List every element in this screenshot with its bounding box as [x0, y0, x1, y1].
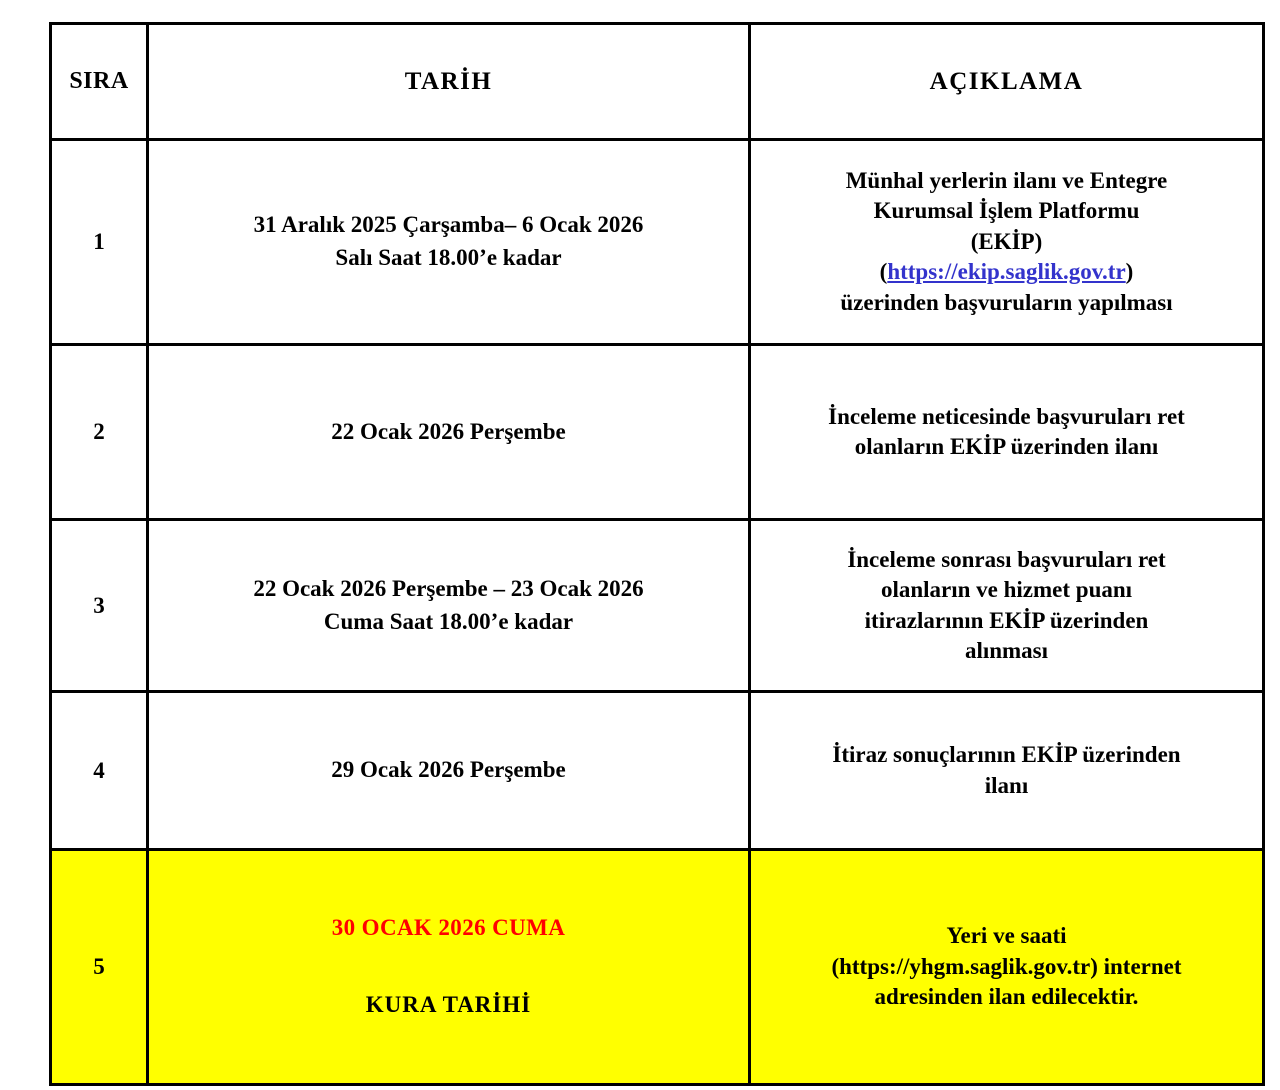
date-line: Cuma Saat 18.00’e kadar: [323, 608, 574, 634]
table-row: [51, 345, 1264, 520]
row-date: [148, 520, 750, 692]
column-header-tarih: TARİH: [148, 24, 750, 140]
ekip-portal-link[interactable]: https://ekip.saglik.gov.tr: [887, 259, 1126, 285]
description-line: Yeri ve saati: [946, 923, 1067, 949]
row-date: [148, 692, 750, 850]
description-line: olanların EKİP üzerinden ilanı: [854, 434, 1159, 459]
date-line: 22 Ocak 2026 Perşembe: [331, 418, 566, 444]
description-line: Kurumsal İşlem Platformu: [873, 198, 1140, 224]
description-line: olanların ve hizmet puanı: [880, 577, 1133, 603]
row-number: 4: [51, 692, 148, 850]
row-description: [750, 520, 1264, 692]
description-line: ilanı: [984, 772, 1029, 798]
table-row: [51, 520, 1264, 692]
header-row: [51, 24, 1264, 140]
row-description: [750, 345, 1264, 520]
description-line: üzerinden başvuruların yapılması: [840, 289, 1173, 315]
row-number: 3: [51, 520, 148, 692]
description-line: İtiraz sonuçlarının EKİP üzerinden: [832, 742, 1181, 768]
row-description: [750, 140, 1264, 345]
date-line: Salı Saat 18.00’e kadar: [335, 245, 562, 270]
date-line: 29 Ocak 2026 Perşembe: [331, 757, 566, 783]
row-number: 2: [51, 345, 148, 520]
column-header-sira: SIRA: [51, 24, 148, 140]
kura-date-emphasis: 30 OCAK 2026 CUMA: [331, 915, 566, 941]
description-line: itirazlarının EKİP üzerinden: [864, 607, 1149, 633]
kura-date-label: KURA TARİHİ: [365, 992, 532, 1017]
table-header: [51, 24, 1264, 140]
table-body: [51, 140, 1264, 1085]
description-line: İnceleme neticesinde başvuruları ret: [828, 403, 1185, 429]
description-line: alınması: [964, 637, 1049, 663]
description-line: (https://yhgm.saglik.gov.tr) internet: [831, 953, 1182, 979]
table-row-highlighted: [51, 850, 1264, 1085]
row-description: [750, 850, 1264, 1085]
column-header-aciklama: AÇIKLAMA: [750, 24, 1264, 140]
table-row: [51, 140, 1264, 345]
row-description: [750, 692, 1264, 850]
row-date: [148, 345, 750, 520]
table-row: [51, 692, 1264, 850]
row-number: 1: [51, 140, 148, 345]
description-line: (EKİP): [970, 228, 1043, 254]
row-number: 5: [51, 850, 148, 1085]
paren-close: ): [1125, 259, 1134, 285]
description-line: adresinden ilan edilecektir.: [874, 984, 1139, 1010]
date-line: 31 Aralık 2025 Çarşamba– 6 Ocak 2026: [253, 212, 644, 238]
description-link-line: [765, 257, 1248, 287]
schedule-table: [49, 22, 1265, 1086]
date-line: 22 Ocak 2026 Perşembe – 23 Ocak 2026: [253, 575, 644, 601]
row-date: [148, 850, 750, 1085]
paren-open: (: [879, 259, 888, 285]
row-date: [148, 140, 750, 345]
description-line: Münhal yerlerin ilanı ve Entegre: [845, 168, 1168, 194]
description-line: İnceleme sonrası başvuruları ret: [847, 546, 1166, 572]
